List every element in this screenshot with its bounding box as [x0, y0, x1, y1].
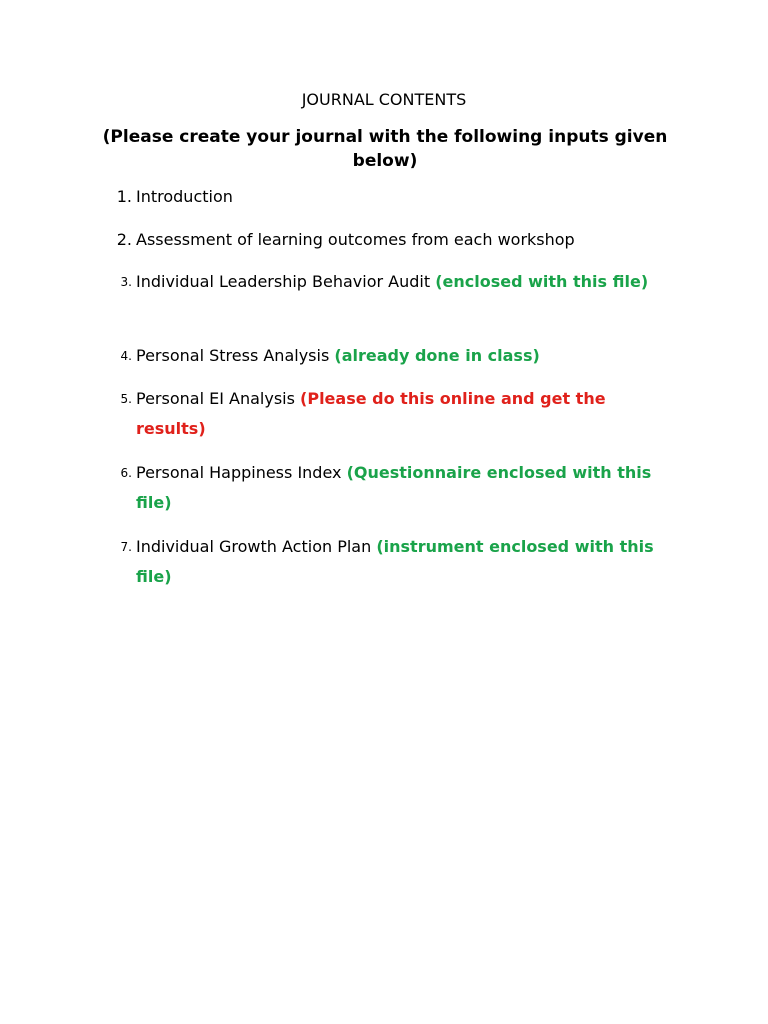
item-text: [136, 384, 676, 444]
item-note: (Please do this online and get the results): [136, 389, 606, 438]
item-note: (enclosed with this file): [435, 272, 649, 291]
item-number: 2.: [116, 230, 132, 249]
item-number: 5.: [120, 392, 132, 406]
item-label: Individual Growth Action Plan: [136, 537, 377, 556]
item-text: [136, 458, 676, 518]
document-title: JOURNAL CONTENTS: [301, 90, 467, 109]
item-number: 7.: [120, 540, 132, 554]
item-text: [136, 227, 676, 253]
item-label: Introduction: [136, 187, 233, 206]
item-label: Personal Happiness Index: [136, 463, 347, 482]
item-text: [136, 532, 676, 592]
item-label: Individual Leadership Behavior Audit: [136, 272, 436, 291]
item-note: (Questionnaire enclosed with this file): [136, 463, 652, 512]
item-label: Assessment of learning outcomes from each workshop: [136, 230, 575, 249]
item-number: 3.: [120, 275, 132, 289]
item-text: [136, 267, 676, 297]
item-text: [136, 341, 676, 371]
item-number: 1.: [116, 187, 132, 206]
item-note: (instrument enclosed with this file): [136, 537, 654, 586]
item-label: Personal Stress Analysis: [136, 346, 335, 365]
item-number: 6.: [120, 466, 132, 480]
document-subtitle: (Please create your journal with the following inputs given below): [102, 127, 668, 171]
item-note: (already done in class): [334, 346, 540, 365]
item-number: 4.: [120, 349, 132, 363]
item-label: Personal EI Analysis: [136, 389, 301, 408]
item-text: [136, 184, 676, 210]
